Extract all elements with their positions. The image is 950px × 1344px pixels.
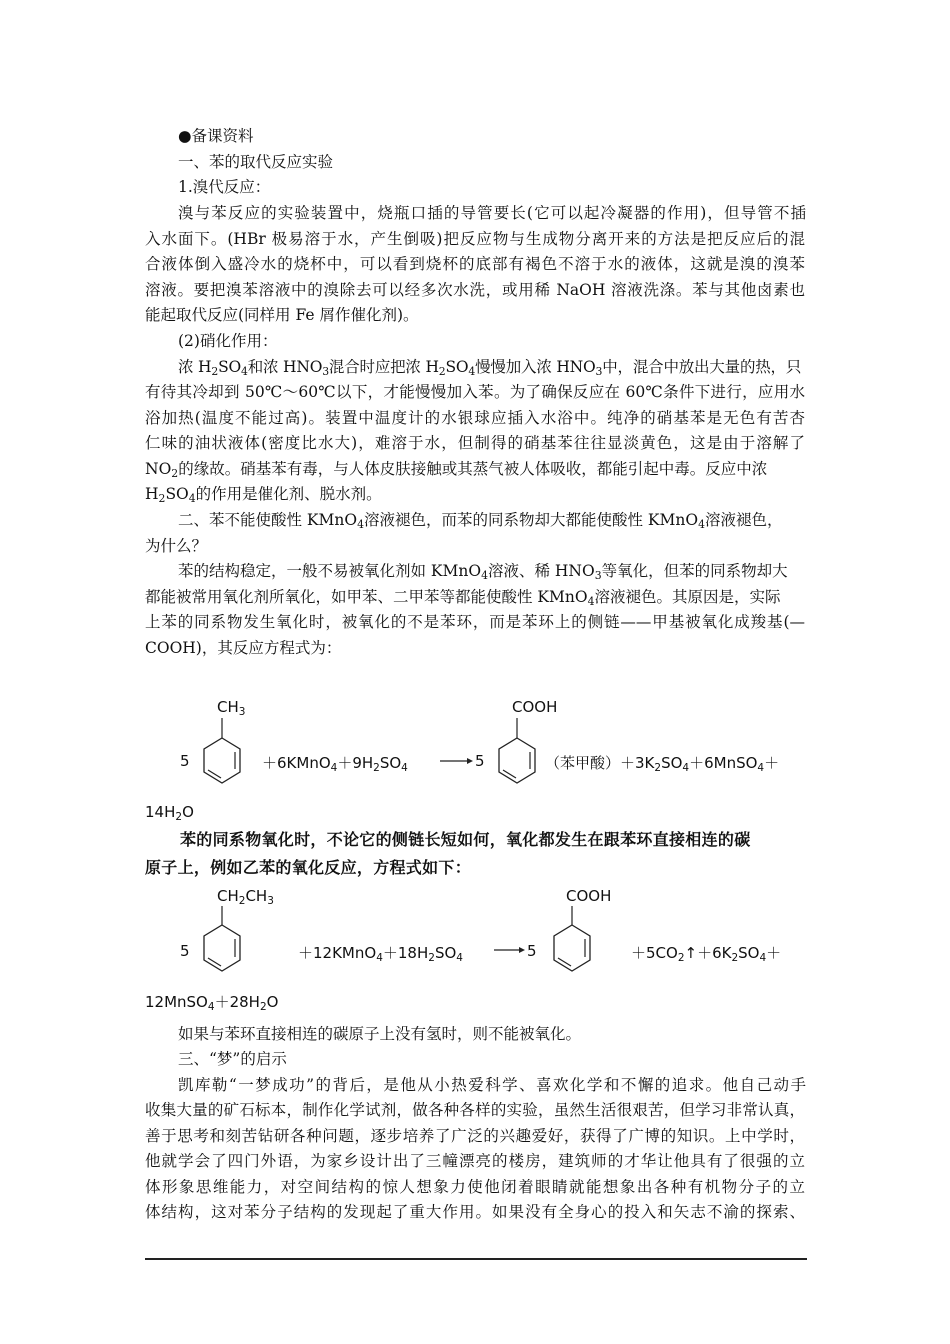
para2-line: $H_2SO_4$的作用是催化剂、脱水剂。 [145,485,382,505]
para2-line: $NO_2$的缘故。硝基苯有毒，与人体皮肤接触或其蒸气被人体吸收，都能引起中毒。反应中浓 [145,460,768,480]
section1-sub2: (2)硝化作用： [178,332,278,350]
section3-line: 体结构，这对苯分子结构的发现起了重大作用。如果没有全身心的投入和矢志不渝的探索、 [145,1203,805,1221]
products: （苯甲酸）$+3K_2SO_4+6MnSO_4+$ [545,754,780,774]
section3-line: 凯库勒“一梦成功”的背后，是他从小热爱科学、喜欢化学和不懈的追求。他自己动手 [178,1076,806,1094]
products-continued: $14H_2O$ [145,803,194,823]
para2-line: 有待其冷却到 50℃～60℃以下，才能慢慢加入苯。为了确保反应在 60℃条件下进行，应用水 [145,383,805,401]
section2-question: 二、苯不能使酸性 KMnO$_4$溶液褪色，而苯的同系物却大都能使酸性 KMnO$_4$溶液褪色， [178,511,783,531]
section3-line: 他就学会了四门外语，为家乡设计出了三幢漂亮的楼房，建筑师的才华让他具有了很强的立 [145,1152,805,1170]
reagents: $+6KMnO_4+9H_2SO_4$ [262,754,408,774]
para1-line: 溴与苯反应的实验装置中，烧瓶口插的导管要长(它可以起冷凝器的作用)，但导管不插 [178,204,806,222]
section1-title: 一、苯的取代反应实验 [178,153,334,171]
coefficient: 5 [475,752,485,770]
para1-line: 溶液。要把溴苯溶液中的溴除去可以经多次水洗，或用稀 NaOH 溶液洗涤。苯与其他卤素也 [145,281,805,299]
section2-answer: 苯的结构稳定，一般不易被氧化剂如 KMnO$_4$溶液、稀 $HNO_3$等氧化，但苯的同系物却大 [178,562,788,582]
section2-question: 为什么？ [145,537,208,555]
section2-answer: COOH)，其反应方程式为： [145,639,342,657]
note-line: 原子上，例如乙苯的氧化反应，方程式如下： [145,858,472,877]
para1-line: 能起取代反应(同样用 Fe 屑作催化剂)。 [145,306,419,324]
ethyl-substituent: $CH_2CH_3$ [217,887,274,907]
section2-answer: 都能被常用氧化剂所氧化，如甲苯、二甲苯等都能使酸性 KMnO$_4$溶液褪色。其原因是，实际 [145,588,781,608]
products-continued: $12MnSO_4+28H_2O$ [145,993,279,1013]
footer-divider [145,1258,807,1260]
para1-line: 入水面下。(HBr 极易溶于水，产生倒吸)把反应物与生成物分离开来的方法是把反应后的混 [145,230,805,248]
carboxyl-substituent: COOH [512,698,558,716]
methyl-substituent: $CH_3$ [217,698,246,718]
para2-line: 仁味的油状液体(密度比水大)，难溶于水，但制得的硝基苯往往显淡黄色，这是由于溶解了 [145,434,805,452]
reagents: $+12KMnO_4+18H_2SO_4$ [298,944,463,964]
para2-line: 浴加热(温度不能过高)。装置中温度计的水银球应插入水浴中。纯净的硝基苯是无色有苦杏 [145,409,805,427]
note-line: 苯的同系物氧化时，不论它的侧链长短如何，氧化都发生在跟苯环直接相连的碳 [180,830,751,849]
coefficient: 5 [180,752,190,770]
section2-answer: 上苯的同系物发生氧化时，被氧化的不是苯环，而是苯环上的侧链——甲基被氧化成羧基(— [145,613,805,631]
section3-line: 善于思考和刻苦钻研各种问题，逐步培养了广泛的兴趣爱好，获得了广博的知识。上中学时， [145,1127,805,1145]
coefficient: 5 [180,942,190,960]
section1-sub1: 1.溴代反应： [178,178,271,196]
para2-line: 浓 $H_2SO_4$和浓 $HNO_3$混合时应把浓 $H_2SO_4$慢慢加入浓 $HNO_3$中，混合中放出大量的热，只 [178,358,802,378]
products: $+5CO_2↑+6K_2SO_4+$ [631,944,782,964]
para1-line: 合液体倒入盛冷水的烧杯中，可以看到烧杯的底部有褐色不溶于水的液体，这就是溴的溴苯 [145,255,805,273]
coefficient: 5 [527,942,537,960]
section3-line: 收集大量的矿石标本，制作化学试剂，做各种各样的实验，虽然生活很艰苦，但学习非常认真， [145,1101,805,1119]
section3-line: 体形象思维能力，对空间结构的惊人想象力使他闭着眼睛就能想象出各种有机物分子的立 [145,1178,805,1196]
section3-title: 三、“梦”的启示 [178,1050,287,1068]
tail-text: 如果与苯环直接相连的碳原子上没有氢时，则不能被氧化。 [178,1025,582,1043]
carboxyl-substituent: COOH [566,887,612,905]
heading: ●备课资料 [178,127,254,145]
